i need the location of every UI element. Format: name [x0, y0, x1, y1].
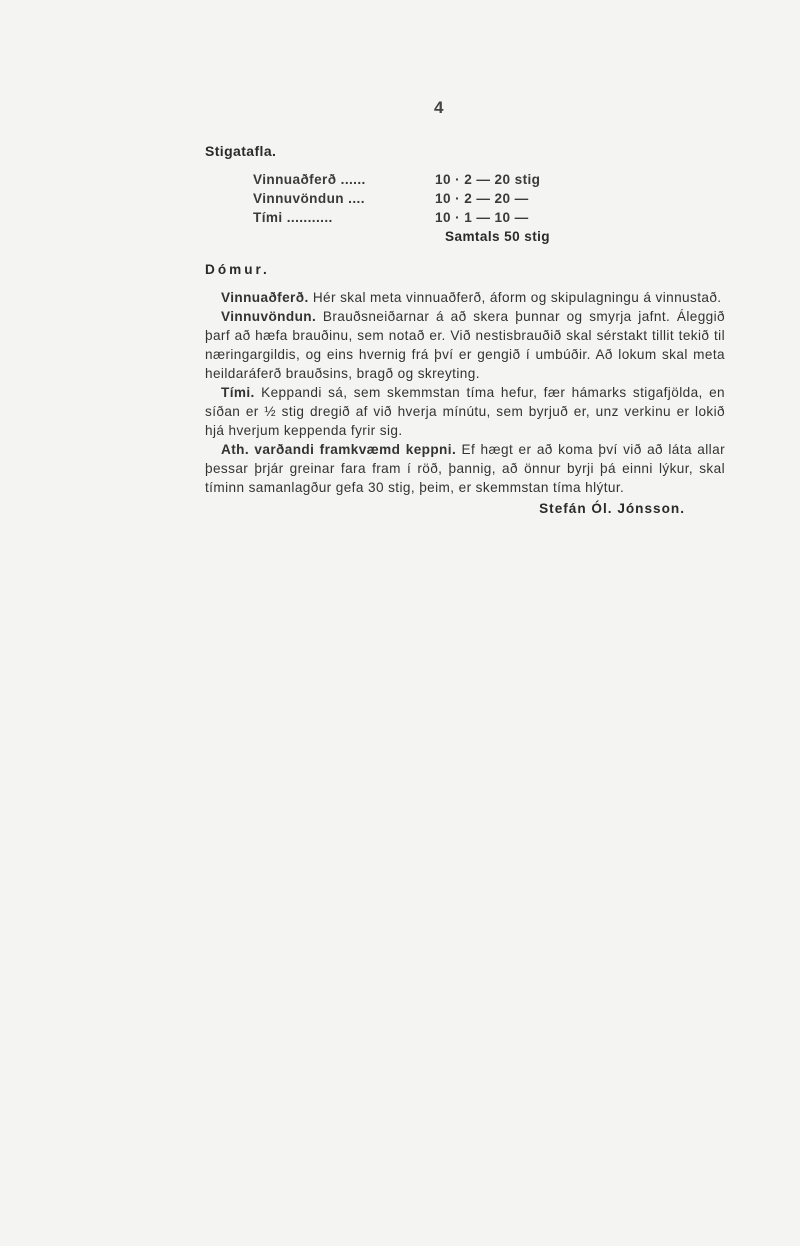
score-name: Tími ........... — [253, 210, 333, 225]
score-name: Vinnuvöndun .... — [253, 191, 365, 206]
content-column — [205, 142, 725, 518]
paragraph-text: Brauðsneiðarnar á að skera þunnar og smyrja jafnt. Áleggið þarf að hæfa brauðinu, sem notað er. Við nestisbrauðið skal sérstakt tillit tekið til næringargildis, og eins hvernig frá því er gengið í umbúðir. Að lokum skal meta heildaráferð brauðsins, bragð og skreyting. — [205, 309, 725, 381]
domur-heading: Dómur. — [205, 262, 270, 277]
paragraph-vinnuvondun — [205, 307, 725, 383]
score-total: Samtals 50 stig — [445, 229, 550, 244]
score-value: 10 · 2 — 20 — — [435, 191, 529, 206]
paragraph-text: Hér skal meta vinnuaðferð, áform og skipulagningu á vinnustað. — [308, 290, 722, 305]
page-number: 4 — [434, 98, 444, 117]
paragraph-ath — [205, 440, 725, 497]
paragraph-text: Ef hægt er að koma því við að láta allar þessar þrjár greinar fara fram í röð, þannig, að önnur byrji þá einni lýkur, skal tíminn samanlagður gefa 30 stig, þeim, er skemmstan tíma hlýtur. — [205, 442, 725, 495]
paragraph-lead: Vinnuaðferð. — [221, 290, 309, 305]
paragraph-vinnuadferd — [205, 288, 725, 307]
score-value: 10 · 1 — 10 — — [435, 210, 529, 225]
paragraph-text: Keppandi sá, sem skemmstan tíma hefur, fær hámarks stigafjölda, en síðan er ½ stig dregið af við hverja mínútu, sem byrjuð er, unz verkinu er lokið hjá hverjum keppenda fyrir sig. — [205, 385, 725, 438]
paragraph-lead: Tími. — [221, 385, 255, 400]
signature: Stefán Ól. Jónsson. — [539, 501, 685, 516]
table-row — [253, 208, 593, 227]
table-row — [253, 189, 593, 208]
paragraph-timi — [205, 383, 725, 440]
score-name: Vinnuaðferð ...... — [253, 172, 366, 187]
section-title: Stigatafla. — [205, 143, 277, 159]
paragraph-lead: Vinnuvöndun. — [221, 309, 317, 324]
paragraph-lead: Ath. varðandi framkvæmd keppni. — [221, 442, 457, 457]
score-table — [253, 170, 593, 227]
score-value: 10 · 2 — 20 stig — [435, 172, 541, 187]
table-row — [253, 170, 593, 189]
